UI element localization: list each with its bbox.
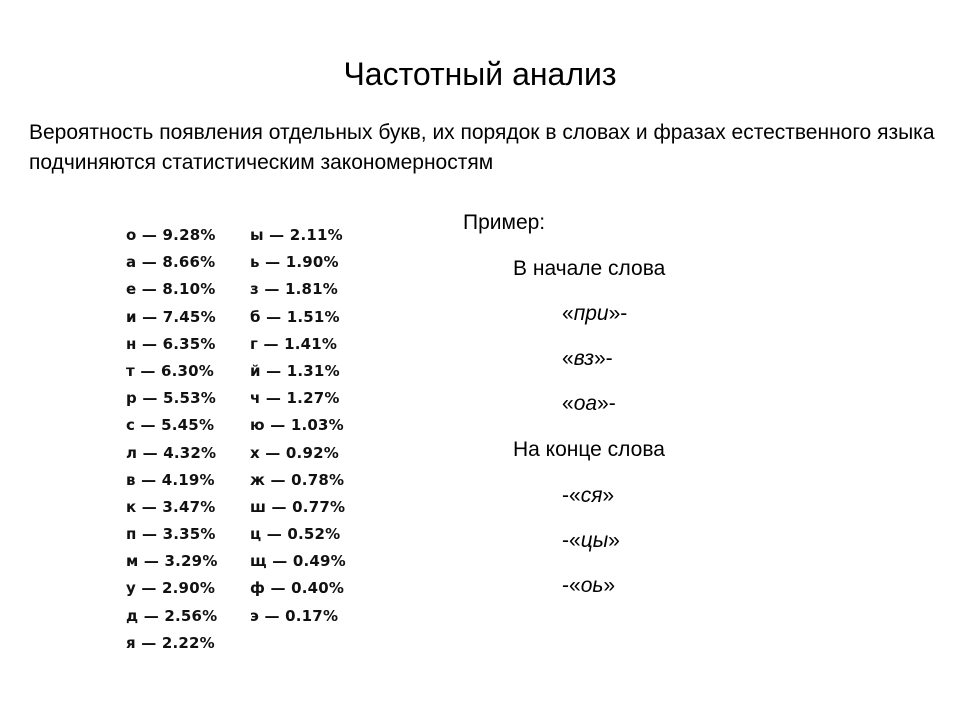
frequency-column-1 <box>126 222 218 657</box>
word-start-item <box>562 299 627 329</box>
letter-combination: при <box>573 302 609 325</box>
frequency-row: в — 4.19% <box>126 470 215 489</box>
word-end-label: На конце слова <box>513 438 665 461</box>
letter-combination: вз <box>573 347 594 370</box>
frequency-row: о — 9.28% <box>126 226 216 244</box>
frequency-row: к — 3.47% <box>126 497 216 516</box>
quote-open: -« <box>562 529 581 552</box>
frequency-row: ф — 0.40% <box>250 579 345 598</box>
frequency-row: х — 0.92% <box>250 443 339 462</box>
frequency-row: ж — 0.78% <box>250 470 345 489</box>
letter-combination: ся <box>580 484 603 507</box>
frequency-row: щ — 0.49% <box>250 552 346 571</box>
frequency-row: п — 3.35% <box>126 525 216 544</box>
frequency-row: и — 7.45% <box>126 307 216 326</box>
frequency-row: ь — 1.90% <box>250 253 339 272</box>
word-end-item <box>562 571 615 601</box>
quote-close: »- <box>608 302 628 325</box>
word-start-item <box>562 389 616 419</box>
slide-title: Частотный анализ <box>343 56 617 92</box>
frequency-row: э — 0.17% <box>250 606 339 625</box>
quote-open: -« <box>562 484 581 507</box>
frequency-row: г — 1.41% <box>250 334 338 353</box>
letter-combination: оь <box>580 574 604 597</box>
quote-close: »- <box>593 347 613 370</box>
quote-close: »- <box>597 392 616 415</box>
word-end-item <box>562 481 614 511</box>
word-start-item <box>562 344 613 374</box>
frequency-row: й — 1.31% <box>250 361 340 380</box>
frequency-row: ы — 2.11% <box>250 226 343 244</box>
frequency-row: з — 1.81% <box>250 280 338 299</box>
quote-close: » <box>602 484 615 507</box>
word-start-label: В начале слова <box>513 257 666 280</box>
frequency-row: а — 8.66% <box>126 253 216 272</box>
frequency-row: ш — 0.77% <box>250 497 346 516</box>
frequency-row: ц — 0.52% <box>250 525 341 544</box>
frequency-row: т — 6.30% <box>126 361 214 380</box>
frequency-row: с — 5.45% <box>126 416 215 435</box>
letter-combination: цы <box>580 529 609 552</box>
letter-combination: оа <box>573 392 598 415</box>
frequency-row: р — 5.53% <box>126 389 217 408</box>
frequency-row: б — 1.51% <box>250 307 340 326</box>
quote-close: » <box>608 529 620 552</box>
quote-open: « <box>562 347 574 370</box>
word-end-item <box>562 526 620 556</box>
frequency-row: у — 2.90% <box>126 579 216 598</box>
frequency-column-2 <box>250 222 346 630</box>
frequency-row: м — 3.29% <box>126 552 218 571</box>
frequency-row: ч — 1.27% <box>250 389 340 408</box>
frequency-row: е — 8.10% <box>126 280 216 299</box>
quote-open: « <box>562 302 574 325</box>
frequency-row: н — 6.35% <box>126 334 216 353</box>
frequency-row: я — 2.22% <box>126 633 215 652</box>
frequency-row: л — 4.32% <box>126 443 217 462</box>
example-heading: Пример: <box>463 211 546 234</box>
frequency-row: ю — 1.03% <box>250 416 344 435</box>
intro-text: Вероятность появления отдельных букв, их порядок в словах и фразах естественного языка подчиняются статистическим закономерностям <box>29 121 935 174</box>
quote-open: -« <box>562 574 581 597</box>
frequency-row: д — 2.56% <box>126 606 218 625</box>
quote-close: » <box>603 574 616 597</box>
quote-open: « <box>562 392 574 415</box>
